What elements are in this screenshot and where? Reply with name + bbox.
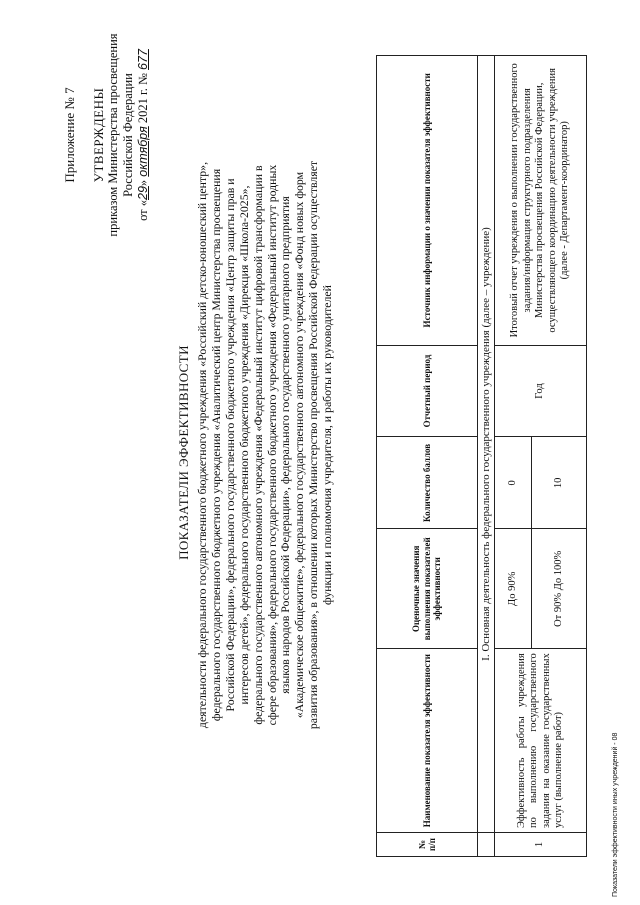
document-subtitle: деятельности федерального государственного бюджетного учреждения «Российский детско-юношеский центр», федерального государственного бюджетного учреждения «Аналитический центр Министерства просвещения Российской Федерации», федерального государственного бюджетного учреждения «Центр защиты прав и интересов детей», федерального государственного бюджетного учреждения «Дирекция «Школа-2025», федерального государственного автономного учреждения «Федеральный институт цифровой трансформации в сфере образования», федерального государственного бюджетного учреждения «Федеральный институт родных языков народов Российской Федерации», федерального государственного унитарного предприятия «Академическое общежитие», федерального государственного автономного учреждения «Фонд новых форм развития образования», в отношении которых Министерство просвещения Российской Федерации осуществляет функции и полномочия учредителя, и работы их руководителей [195, 160, 335, 730]
footer-note: Показатели эффективности иных учреждений - 08 [612, 732, 619, 897]
table-row [495, 56, 532, 857]
points-value: 10 [532, 437, 587, 529]
approval-date-line [136, 5, 151, 265]
row-number: 1 [495, 833, 587, 857]
approval-order-line: приказом Министерства просвещения [106, 33, 120, 237]
indicator-name: Эффективность работы учреждения по выполнению государственного задания на оказание государственных услуг (выполнение работ) [495, 649, 587, 833]
estimated-value: До 90% [495, 529, 532, 649]
approved-heading: УТВЕРЖДЕНЫ [91, 87, 106, 183]
table-header-row [377, 56, 478, 857]
date-day: 29 [136, 186, 150, 200]
points-value: 0 [495, 437, 532, 529]
document-title: ПОКАЗАТЕЛИ ЭФФЕКТИВНОСТИ [176, 345, 191, 560]
header-information-source: Источник информации о значении показателя эффективности [377, 56, 478, 346]
header-reporting-period: Отчетный период [377, 345, 478, 437]
header-estimated-values: Оценочные значения выполнения показателей эффективности [377, 529, 478, 649]
order-number: 677 [136, 49, 150, 70]
date-mid: » [136, 176, 150, 187]
date-month: октября [136, 126, 150, 177]
information-source: Итоговый отчет учреждения о выполнении государственного задания/информация структурного подразделения Министерства просвещения Российской Федерации, осуществляющего координацию деятельности учреждения (далее - Департамент-координатор) [495, 56, 587, 346]
date-prefix: от « [136, 199, 150, 221]
reporting-period: Год [495, 345, 587, 437]
approval-block [62, 5, 151, 265]
section-row [478, 56, 495, 857]
estimated-value: От 90% До 100% [532, 529, 587, 649]
indicators-table [376, 55, 587, 857]
header-number: № п/п [377, 833, 478, 857]
approval-ministry-line: Российской Федерации [121, 73, 135, 197]
section-title: I. Основная деятельность федерального государственного учреждения (далее – учреждение) [478, 56, 495, 833]
appendix-label: Приложение № 7 [62, 87, 77, 183]
header-points: Количество баллов [377, 437, 478, 529]
header-indicator-name: Наименование показателя эффективности [377, 649, 478, 833]
date-year: 2021 г. № [136, 69, 150, 127]
